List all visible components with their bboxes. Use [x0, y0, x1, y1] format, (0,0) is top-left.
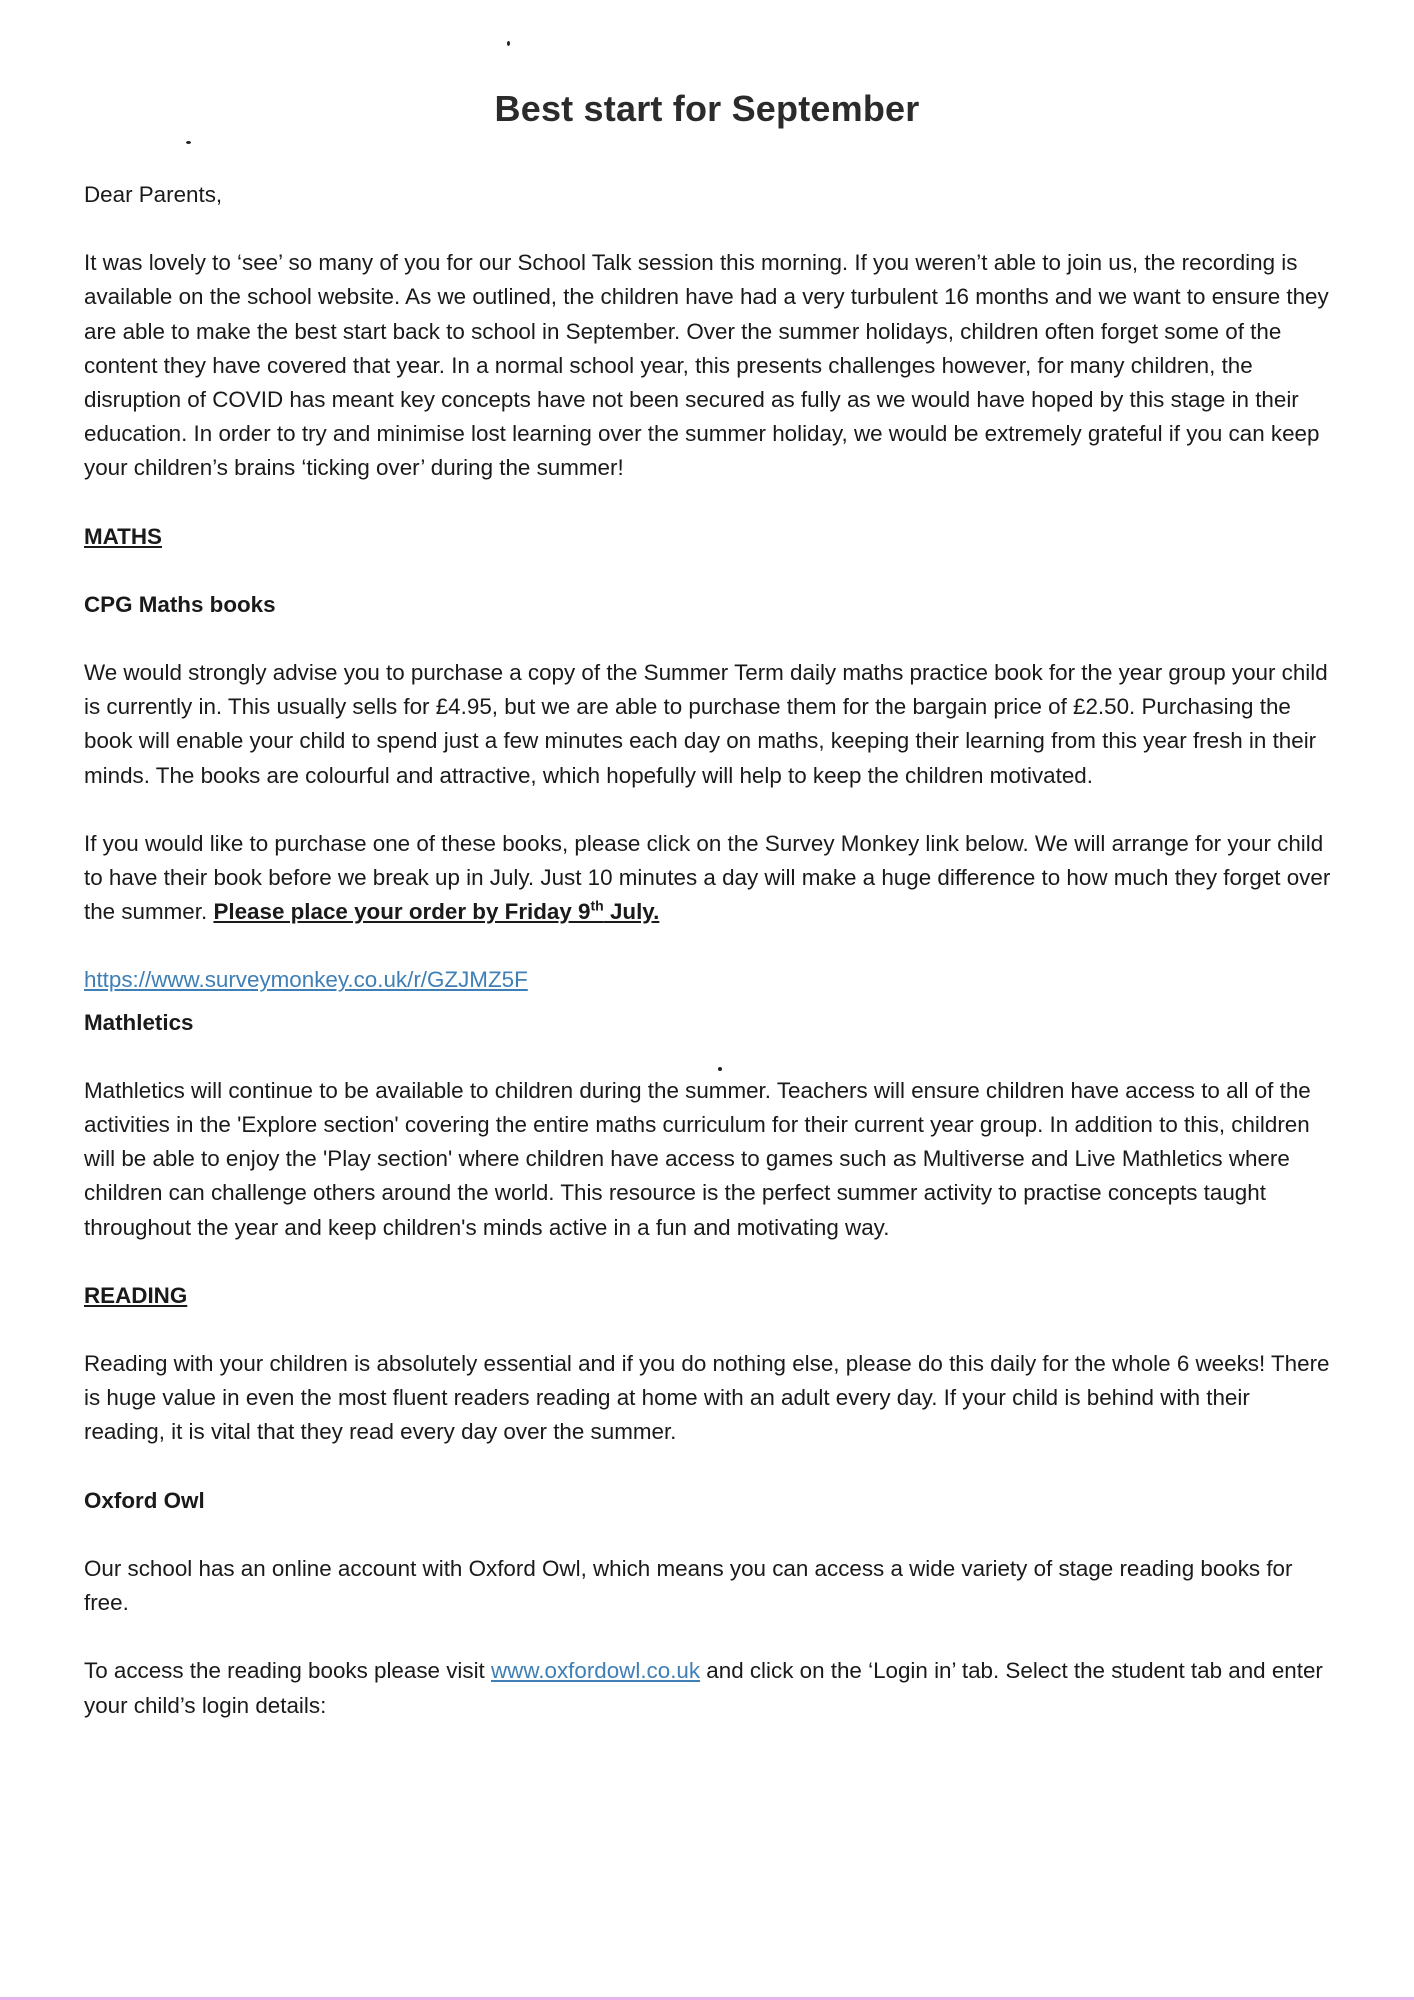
- survey-link-paragraph: [84, 963, 1334, 997]
- order-paragraph: [84, 827, 1334, 930]
- mathletics-paragraph: Mathletics will continue to be available to children during the summer. Teachers will ensure children have access to all of the activities in the 'Explore section' covering the entire maths curriculum for their current year group. In addition to this, children will be able to enjoy the 'Play section' where children have access to games such as Multiverse and Live Mathletics where children can challenge others around the world. This resource is the perfect summer activity to practise concepts taught throughout the year and keep children's minds active in a fun and motivating way.: [84, 1077, 1311, 1240]
- order-deadline: [213, 899, 659, 924]
- page-title: Best start for September: [494, 88, 920, 129]
- survey-monkey-link[interactable]: https://www.surveymonkey.co.uk/r/GZJMZ5F: [84, 967, 528, 993]
- scan-speck: [186, 141, 191, 144]
- reading-paragraph: Reading with your children is absolutely essential and if you do nothing else, please do this daily for the whole 6 weeks! There is huge value in even the most fluent readers reading at home with an adult every day. If your child is behind with their reading, it is vital that they read every day over the summer.: [84, 1351, 1330, 1445]
- reading-heading: READING: [84, 1282, 188, 1308]
- letter-body: [84, 178, 1334, 1757]
- maths-heading: MATHS: [84, 523, 162, 549]
- oxford-access-paragraph: [84, 1654, 1334, 1722]
- scan-speck: [507, 41, 510, 46]
- salutation: Dear Parents,: [84, 182, 223, 207]
- order-text: If you would like to purchase one of these books, please click on the Survey Monkey link below. We will arrange for your child to have their book before we break up in July. Just 10 minutes a day will make a huge difference to how much they forget over the summer.: [84, 830, 1331, 925]
- oxford-owl-link[interactable]: www.oxfordowl.co.uk: [491, 1658, 701, 1684]
- intro-paragraph: It was lovely to ‘see’ so many of you for our School Talk session this morning. If you weren’t able to join us, the recording is available on the school website. As we outlined, the children have had a very turbulent 16 months and we want to ensure they are able to make the best start back to school in September. Over the summer holidays, children often forget some of the content they have covered that year. In a normal school year, this presents challenges however, for many children, the disruption of COVID has meant key concepts have not been secured as fully as we would have hoped by this stage in their education. In order to try and minimise lost learning over the summer holiday, we would be extremely grateful if you can keep your children’s brains ‘ticking over’ during the summer!: [84, 250, 1329, 481]
- oxford-owl-paragraph: Our school has an online account with Oxford Owl, which means you can access a wide variety of stage reading books for free.: [84, 1555, 1293, 1616]
- oxford-access-after: and click on the ‘Login in’ tab. Select the student tab and enter your child’s login details:: [84, 1658, 1323, 1718]
- order-deadline-main: Please place your order by Friday 9: [213, 899, 591, 925]
- oxford-owl-heading: Oxford Owl: [84, 1487, 205, 1513]
- oxford-access-before: To access the reading books please visit: [84, 1658, 491, 1684]
- order-deadline-end: July.: [603, 899, 660, 925]
- cpg-heading: CPG Maths books: [84, 591, 276, 617]
- cpg-paragraph: We would strongly advise you to purchase a copy of the Summer Term daily maths practice book for the year group your child is currently in. This usually sells for £4.95, but we are able to purchase them for the bargain price of £2.50. Purchasing the book will enable your child to spend just a few minutes each day on maths, keeping their learning from this year fresh in their minds. The books are colourful and attractive, which hopefully will help to keep the children motivated.: [84, 660, 1328, 788]
- mathletics-heading: Mathletics: [84, 1009, 194, 1035]
- order-deadline-sup: th: [590, 897, 604, 914]
